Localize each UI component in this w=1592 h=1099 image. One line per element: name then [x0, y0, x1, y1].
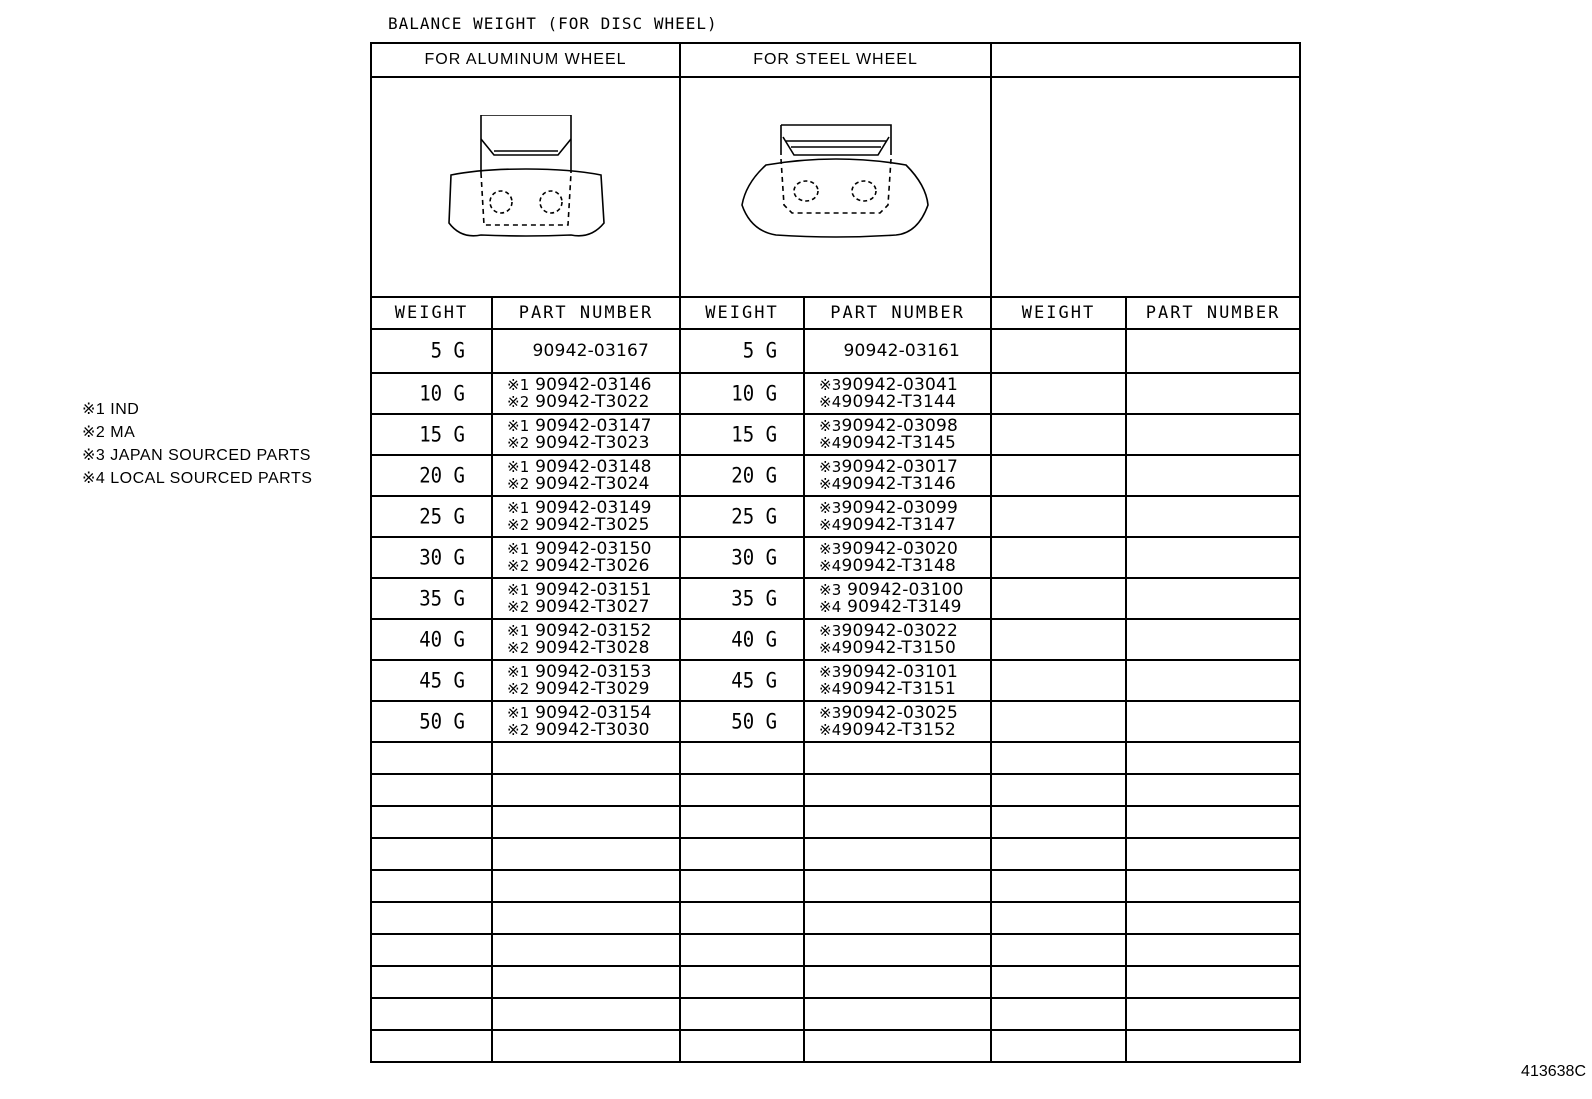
steel-part-number-cell [804, 660, 991, 701]
note-mark: ※2 [507, 679, 530, 698]
column-header-part-number: PART NUMBER [492, 297, 680, 329]
steel-part-number-cell: 90942-03161 [804, 329, 991, 373]
part-number: 90942-T3146 [841, 473, 957, 494]
header-empty [991, 43, 1300, 77]
note-mark: ※2 [507, 597, 530, 616]
note-mark: ※4 [819, 433, 842, 452]
part-number: 90942-03146 [535, 374, 652, 395]
table-row [371, 701, 1300, 742]
aluminum-part-number-cell [492, 455, 680, 496]
part-number: 90942-03017 [841, 456, 959, 477]
aluminum-weight-cell: 5 G [371, 327, 492, 375]
table-row [371, 414, 1300, 455]
note-mark: ※1 [507, 580, 530, 599]
part-number: 90942-T3144 [841, 391, 957, 412]
table-row [371, 455, 1300, 496]
note-mark: ※4 [819, 556, 842, 575]
empty-cell [991, 414, 1126, 455]
note-mark: ※3 [819, 621, 842, 640]
empty-cell [991, 373, 1126, 414]
aluminum-weight-cell: 25 G [371, 494, 492, 539]
part-number: 90942-T3150 [841, 637, 957, 658]
empty-cell [1126, 537, 1300, 578]
steel-part-number-cell [804, 701, 991, 742]
aluminum-part-number-cell [492, 414, 680, 455]
part-number: 90942-T3027 [535, 596, 650, 617]
header-steel-wheel: FOR STEEL WHEEL [680, 43, 991, 77]
steel-part-number-cell [804, 373, 991, 414]
aluminum-weight-cell: 15 G [371, 412, 492, 457]
aluminum-part-number-cell [492, 619, 680, 660]
part-number: 90942-03150 [535, 538, 652, 559]
empty-row [371, 806, 1300, 838]
part-number: 90942-T3026 [535, 555, 650, 576]
part-number: 90942-03148 [535, 456, 652, 477]
steel-part-number-cell [804, 496, 991, 537]
diagram-title: BALANCE WEIGHT (FOR DISC WHEEL) [388, 14, 718, 33]
steel-part-number-cell [804, 619, 991, 660]
note-mark: ※4 [819, 597, 842, 616]
empty-illustration-cell [991, 77, 1300, 297]
part-number: 90942-T3149 [847, 596, 962, 617]
steel-weight-cell: 30 G [680, 535, 804, 580]
empty-cell [1126, 701, 1300, 742]
note-mark: ※3 [819, 580, 842, 599]
table-row [371, 578, 1300, 619]
steel-weight-cell: 15 G [680, 412, 804, 457]
legend [82, 398, 312, 490]
parts-table [370, 42, 1301, 1063]
steel-weight-illustration [680, 77, 991, 297]
empty-cell [1126, 373, 1300, 414]
note-mark: ※4 [819, 474, 842, 493]
empty-cell [991, 619, 1126, 660]
aluminum-part-number-cell [492, 660, 680, 701]
legend-item: ※4 LOCAL SOURCED PARTS [82, 470, 313, 487]
aluminum-weight-cell: 35 G [371, 576, 492, 621]
empty-cell [991, 701, 1126, 742]
part-number: 90942-03025 [841, 702, 959, 723]
steel-weight-cell: 40 G [680, 617, 804, 662]
note-mark: ※2 [507, 392, 530, 411]
aluminum-part-number-cell [492, 537, 680, 578]
part-number: 90942-03022 [841, 620, 959, 641]
part-number: 90942-T3147 [841, 514, 957, 535]
note-mark: ※3 [819, 457, 842, 476]
empty-cell [991, 329, 1126, 373]
note-mark: ※4 [819, 638, 842, 657]
note-mark: ※3 [819, 703, 842, 722]
note-mark: ※1 [507, 457, 530, 476]
part-number: 90942-03154 [535, 702, 652, 723]
note-mark: ※4 [819, 720, 842, 739]
note-mark: ※3 [819, 498, 842, 517]
aluminum-weight-cell: 20 G [371, 453, 492, 498]
empty-cell [991, 660, 1126, 701]
note-mark: ※2 [507, 474, 530, 493]
note-mark: ※2 [507, 515, 530, 534]
table-row [371, 619, 1300, 660]
part-number: 90942-T3148 [841, 555, 957, 576]
table-row [371, 373, 1300, 414]
aluminum-part-number-cell: 90942-03167 [492, 329, 680, 373]
part-number: 90942-03100 [847, 579, 964, 600]
steel-weight-cell: 35 G [680, 576, 804, 621]
empty-row [371, 1030, 1300, 1062]
note-mark: ※3 [819, 375, 842, 394]
part-number: 90942-T3023 [535, 432, 650, 453]
steel-weight-cell: 20 G [680, 453, 804, 498]
legend-item: ※2 MA [82, 424, 136, 441]
aluminum-part-number-cell [492, 701, 680, 742]
empty-cell [991, 496, 1126, 537]
empty-cell [1126, 455, 1300, 496]
part-number: 90942-T3145 [841, 432, 957, 453]
part-number: 90942-03099 [841, 497, 959, 518]
aluminum-weight-cell: 10 G [371, 371, 492, 416]
note-mark: ※2 [507, 433, 530, 452]
legend-item: ※1 IND [82, 401, 140, 418]
steel-weight-cell: 5 G [680, 327, 804, 375]
part-number: 90942-T3028 [535, 637, 650, 658]
part-number: 90942-T3025 [535, 514, 650, 535]
empty-row [371, 870, 1300, 902]
note-mark: ※3 [819, 539, 842, 558]
note-mark: ※3 [819, 416, 842, 435]
column-header-part-number: PART NUMBER [804, 297, 991, 329]
empty-row [371, 774, 1300, 806]
steel-weight-cell: 45 G [680, 658, 804, 703]
table-row [371, 496, 1300, 537]
aluminum-part-number-cell [492, 496, 680, 537]
empty-cell [1126, 578, 1300, 619]
empty-row [371, 934, 1300, 966]
steel-weight-cell: 25 G [680, 494, 804, 539]
note-mark: ※2 [507, 638, 530, 657]
part-number: 90942-03147 [535, 415, 652, 436]
part-number: 90942-T3030 [535, 719, 650, 740]
part-number: 90942-03153 [535, 661, 652, 682]
column-header-weight: WEIGHT [991, 297, 1126, 329]
note-mark: ※2 [507, 720, 530, 739]
part-number: 90942-T3151 [841, 678, 957, 699]
table-row [371, 660, 1300, 701]
steel-weight-cell: 50 G [680, 699, 804, 744]
empty-cell [1126, 329, 1300, 373]
aluminum-part-number-cell [492, 578, 680, 619]
column-header-weight: WEIGHT [371, 297, 492, 329]
steel-part-number-cell [804, 537, 991, 578]
note-mark: ※1 [507, 375, 530, 394]
aluminum-weight-cell: 30 G [371, 535, 492, 580]
part-number: 90942-03020 [841, 538, 959, 559]
part-number: 90942-03041 [841, 374, 959, 395]
part-number: 90942-03101 [841, 661, 959, 682]
part-number: 90942-03098 [841, 415, 959, 436]
note-mark: ※1 [507, 498, 530, 517]
note-mark: ※1 [507, 703, 530, 722]
steel-weight-drawing [736, 115, 936, 255]
note-mark: ※2 [507, 556, 530, 575]
empty-row [371, 902, 1300, 934]
column-header-part-number: PART NUMBER [1126, 297, 1300, 329]
part-number: 90942-T3029 [535, 678, 650, 699]
empty-row [371, 998, 1300, 1030]
part-number: 90942-03149 [535, 497, 652, 518]
steel-part-number-cell [804, 455, 991, 496]
note-mark: ※1 [507, 416, 530, 435]
empty-cell [1126, 619, 1300, 660]
note-mark: ※3 [819, 662, 842, 681]
note-mark: ※4 [819, 679, 842, 698]
empty-cell [1126, 414, 1300, 455]
note-mark: ※4 [819, 515, 842, 534]
aluminum-weight-cell: 50 G [371, 699, 492, 744]
empty-cell [1126, 496, 1300, 537]
note-mark: ※1 [507, 621, 530, 640]
legend-item: ※3 JAPAN SOURCED PARTS [82, 447, 311, 464]
empty-row [371, 742, 1300, 774]
part-number: 90942-03151 [535, 579, 652, 600]
header-aluminum-wheel: FOR ALUMINUM WHEEL [371, 43, 680, 77]
empty-row [371, 838, 1300, 870]
empty-cell [991, 578, 1126, 619]
table-row [371, 537, 1300, 578]
note-mark: ※1 [507, 539, 530, 558]
aluminum-part-number-cell [492, 373, 680, 414]
empty-row [371, 966, 1300, 998]
part-number: 90942-T3024 [535, 473, 650, 494]
part-number: 90942-T3022 [535, 391, 650, 412]
figure-code: 413638C [1521, 1063, 1586, 1080]
column-header-weight: WEIGHT [680, 297, 804, 329]
empty-cell [991, 537, 1126, 578]
part-number: 90942-03152 [535, 620, 652, 641]
empty-cell [991, 455, 1126, 496]
aluminum-weight-cell: 45 G [371, 658, 492, 703]
empty-cell [1126, 660, 1300, 701]
steel-part-number-cell [804, 578, 991, 619]
note-mark: ※1 [507, 662, 530, 681]
aluminum-weight-illustration [371, 77, 680, 297]
note-mark: ※4 [819, 392, 842, 411]
steel-weight-cell: 10 G [680, 371, 804, 416]
aluminum-weight-drawing [441, 115, 611, 255]
aluminum-weight-cell: 40 G [371, 617, 492, 662]
steel-part-number-cell [804, 414, 991, 455]
table-row [371, 329, 1300, 373]
part-number: 90942-T3152 [841, 719, 957, 740]
